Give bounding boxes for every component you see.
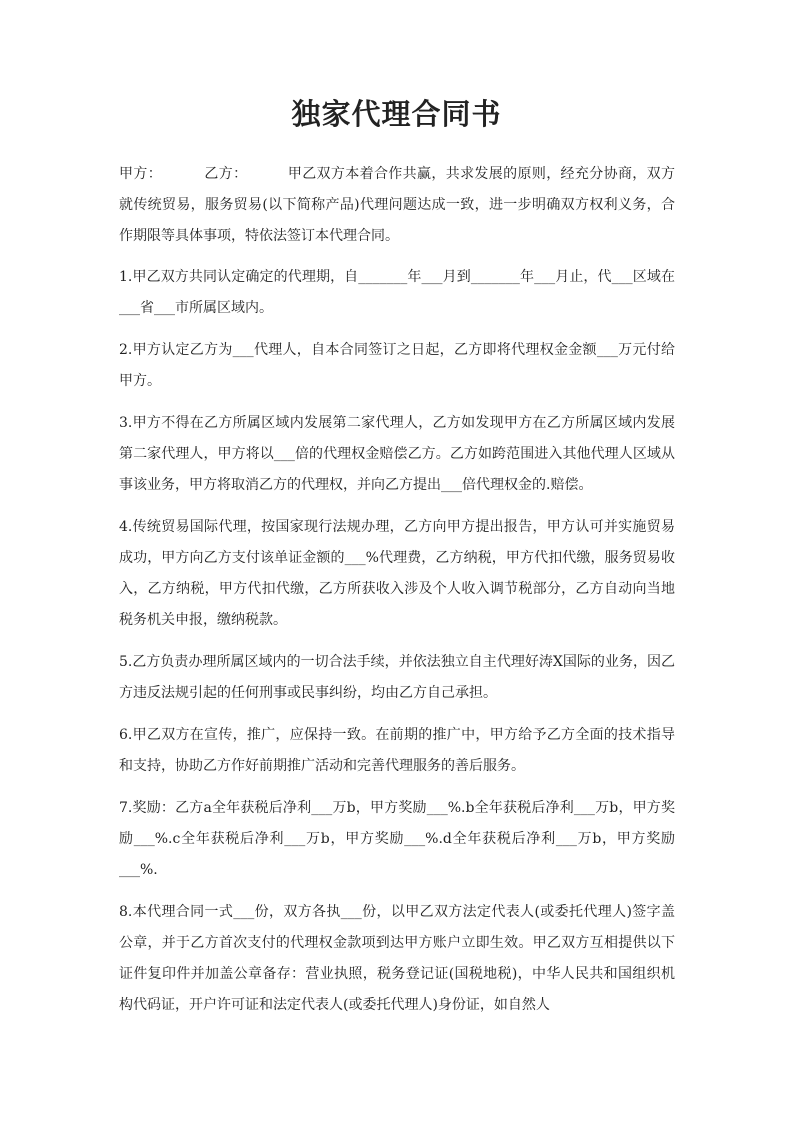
clause-6: 6.甲乙双方在宣传，推广，应保持一致。在前期的推广中，甲方给予乙方全面的技术指导和支持，协助乙方作好前期推广活动和完善代理服务的善后服务。 (119, 727, 675, 774)
clause-4: 4.传统贸易国际代理，按国家现行法规办理，乙方向甲方提出报告，甲方认可并实施贸易成功，甲方向乙方支付该单证金额的___%代理费，乙方纳税，甲方代扣代缴，服务贸易收入，乙方纳税，甲方代扣代缴，乙方所获收入涉及个人收入调节税部分，乙方自动向当地税务机关申报，缴纳税款。 (119, 519, 675, 628)
clause-2: 2.甲方认定乙方为___代理人，自本合同签订之日起，乙方即将代理权金金额___万元付给甲方。 (119, 342, 675, 389)
clause-3: 3.甲方不得在乙方所属区域内发展第二家代理人，乙方如发现甲方在乙方所属区域内发展第二家代理人，甲方将以___倍的代理权金赔偿乙方。乙方如跨范围进入其他代理人区域从事该业务，甲方将取消乙方的代理权，并向乙方提出___倍代理权金的.赔偿。 (119, 415, 675, 493)
document-title: 独家代理合同书 (291, 97, 502, 131)
party-a-label: 甲方： (119, 166, 163, 182)
clause-8: 8.本代理合同一式___份，双方各执___份，以甲乙双方法定代表人(或委托代理人)签字盖公章，并于乙方首次支付的代理权金款项到达甲方账户立即生效。甲乙双方互相提供以下证件复印件并加盖公章备存：营业执照，税务登记证(国税地税)，中华人民共和国组织机构代码证，开户许可证和法定代表人(或委托代理人)身份证，如自然人 (119, 904, 675, 1013)
intro-paragraph (119, 159, 675, 252)
clause-1: 1.甲乙双方共同认定确定的代理期，自_______年___月到_______年___月止，代___区域在___省___市所属区域内。 (119, 269, 675, 316)
document-body (119, 159, 675, 1032)
party-b-label: 乙方： (204, 166, 248, 182)
clause-7: 7.奖励：乙方a全年获税后净利___万b，甲方奖励___%.b全年获税后净利___万b，甲方奖励___%.c全年获税后净利___万b，甲方奖励___%.d全年获税后净利___万b，甲方奖励___%. (119, 800, 675, 878)
intro-text: 甲乙双方本着合作共赢，共求发展的原则，经充分协商，双方就传统贸易，服务贸易(以下简称产品)代理问题达成一致，进一步明确双方权利义务，合作期限等具体事项，特依法签订本代理合同。 (119, 166, 676, 244)
clause-5: 5.乙方负责办理所属区域内的一切合法手续，并依法独立自主代理好涛X国际的业务，因乙方违反法规引起的任何刑事或民事纠纷，均由乙方自己承担。 (119, 654, 675, 701)
